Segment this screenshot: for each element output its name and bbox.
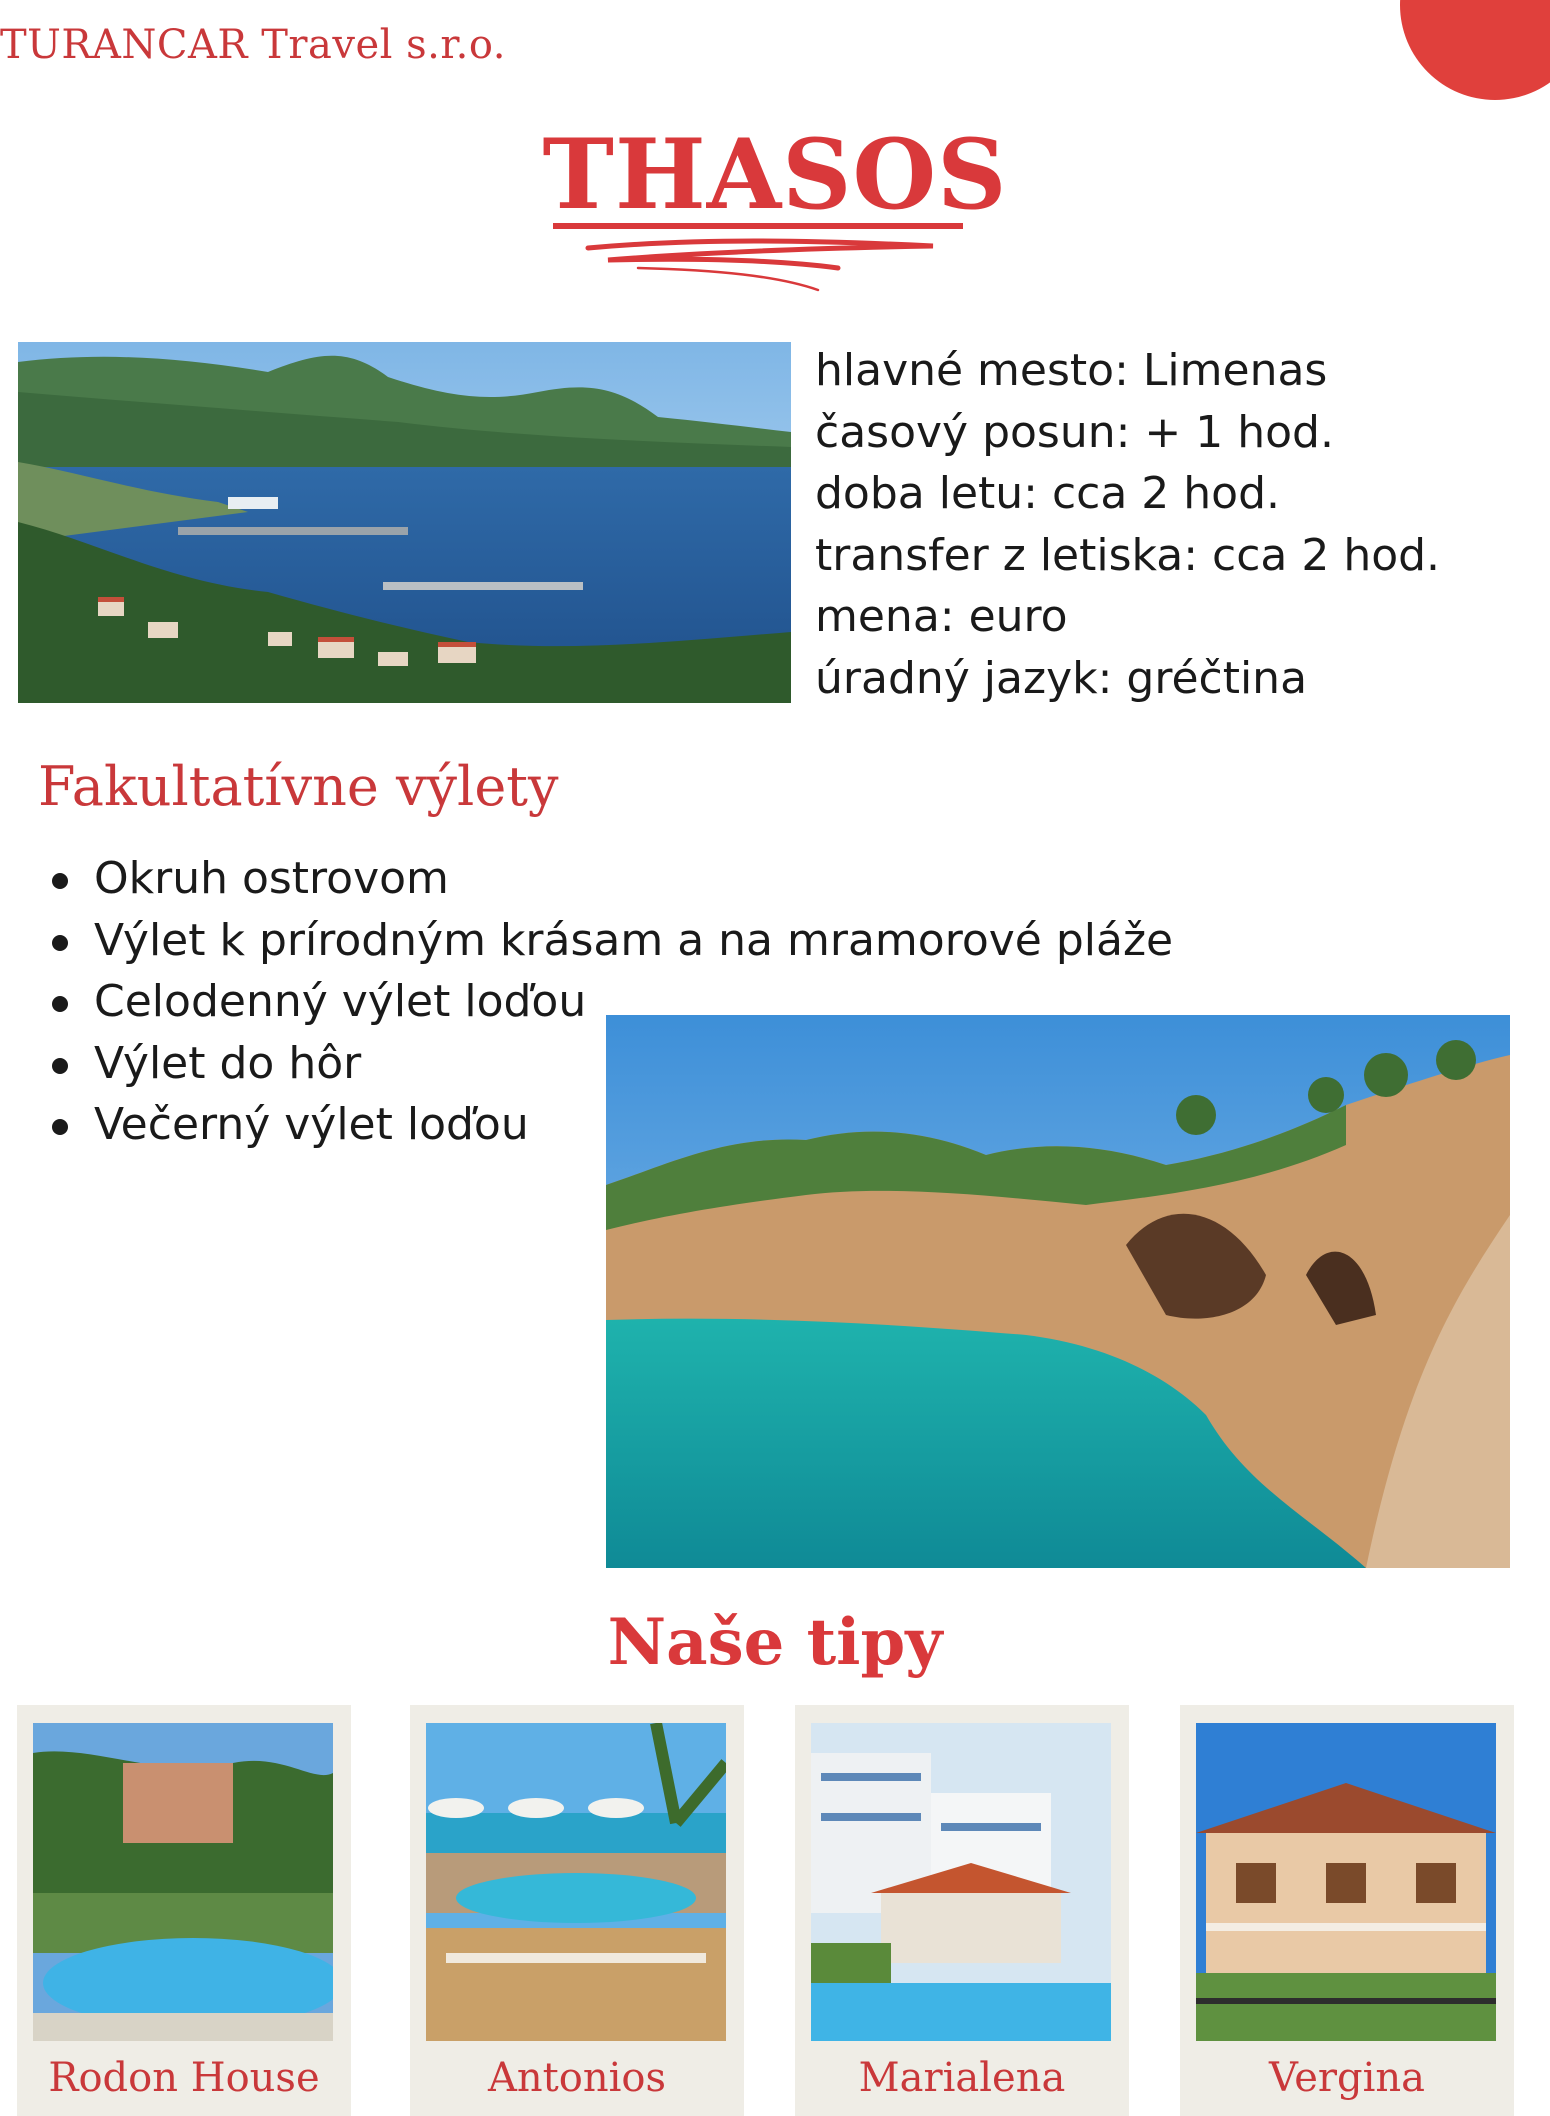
- list-item: Okruh ostrovom: [42, 848, 1173, 910]
- title-underline-swoosh: [548, 218, 968, 298]
- bullet-icon: [52, 1119, 68, 1135]
- list-item: Výlet do hôr: [42, 1033, 1173, 1095]
- decorative-circle: [1400, 0, 1550, 100]
- list-item: Večerný výlet loďou: [42, 1094, 1173, 1156]
- harbor-photo: [18, 342, 791, 703]
- excursions-heading: Fakultatívne výlety: [38, 755, 559, 818]
- fact-transfer: transfer z letiska: cca 2 hod.: [815, 529, 1441, 581]
- fact-language: úradný jazyk: gréčtina: [815, 652, 1308, 704]
- hotel-name: Antonios: [488, 2055, 666, 2101]
- destination-facts: [815, 340, 1440, 709]
- list-item: Výlet k prírodným krásam a na mramorové pláže: [42, 910, 1173, 972]
- tips-heading: Naše tipy: [607, 1605, 943, 1680]
- fact-flight-time: doba letu: cca 2 hod.: [815, 468, 1281, 519]
- hotel-card-antonios[interactable]: [410, 1705, 744, 2116]
- hotel-card-marialena[interactable]: [795, 1705, 1129, 2116]
- list-item: Celodenný výlet loďou: [42, 971, 1173, 1033]
- bullet-icon: [52, 996, 68, 1012]
- fact-time-offset: časový posun: + 1 hod.: [815, 406, 1334, 458]
- hotel-card-rodon-house[interactable]: [17, 1705, 351, 2116]
- page-title: THASOS: [542, 118, 1008, 231]
- brand-name: TURANCAR Travel s.r.o.: [0, 22, 506, 68]
- cove-photo: [606, 1015, 1510, 1568]
- hotel-name: Marialena: [858, 2055, 1066, 2101]
- hotel-name: Vergina: [1268, 2055, 1425, 2101]
- hotel-photo: [811, 1723, 1111, 2041]
- hotel-photo: [33, 1723, 333, 2041]
- fact-currency: mena: euro: [815, 591, 1068, 642]
- bullet-icon: [52, 935, 68, 951]
- hotel-name: Rodon House: [48, 2055, 320, 2101]
- bullet-icon: [52, 873, 68, 889]
- hotel-photo: [426, 1723, 726, 2041]
- fact-capital: hlavné mesto: Limenas: [815, 345, 1328, 396]
- hotel-photo: [1196, 1723, 1496, 2041]
- bullet-icon: [52, 1058, 68, 1074]
- hotel-card-vergina[interactable]: [1180, 1705, 1514, 2116]
